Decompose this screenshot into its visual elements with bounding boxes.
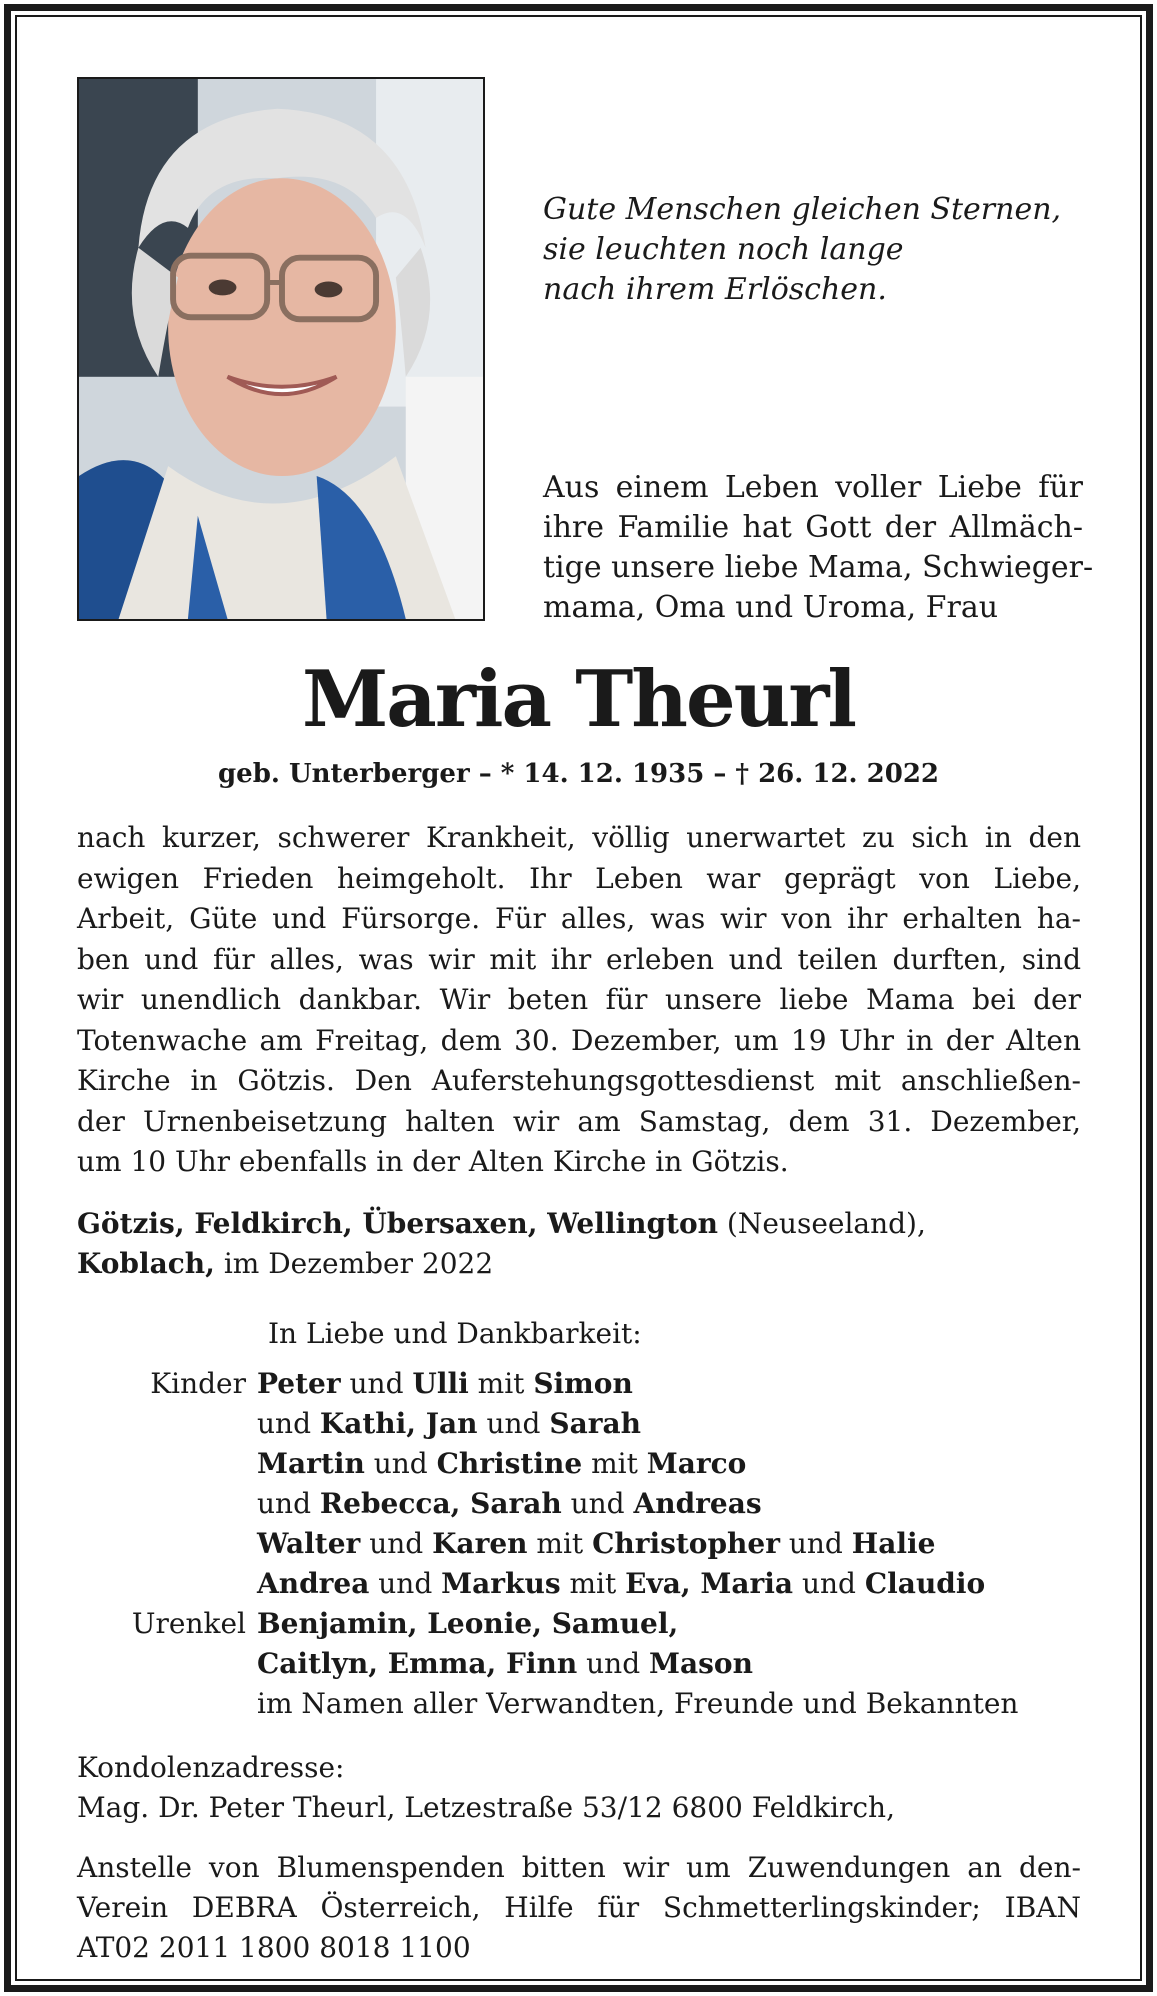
donation-note xyxy=(77,1848,1081,1968)
family-connector: mit xyxy=(560,1567,626,1600)
family-names xyxy=(257,1524,935,1564)
family-list xyxy=(60,1364,1018,1724)
family-label xyxy=(60,1484,257,1524)
family-connector: und xyxy=(369,1567,442,1600)
family-name: Halie xyxy=(851,1527,936,1560)
family-row xyxy=(60,1444,1018,1484)
condolence-address xyxy=(77,1748,895,1828)
places-bold: Götzis, Feldkirch, Übersaxen, Wellington xyxy=(77,1207,719,1240)
family-name: Christopher xyxy=(592,1527,780,1560)
quote-line: Gute Menschen gleichen Sternen, xyxy=(543,192,1062,227)
family-name: Walter xyxy=(257,1527,361,1560)
family-names xyxy=(257,1364,633,1404)
donation-line: Verein DEBRA Österreich, Hilfe für Schmetterlingskinder; IBAN xyxy=(77,1891,1081,1924)
body-line: Kirche in Götzis. Den Auferstehungsgottesdienst mit anschließen- xyxy=(77,1064,1081,1097)
condolence-label: Kondolenzadresse: xyxy=(77,1751,345,1784)
intro-line: ihre Familie hat Gott der Allmäch- xyxy=(543,510,1083,545)
family-connector: mit xyxy=(582,1447,647,1480)
family-label xyxy=(60,1564,257,1604)
family-connector: und xyxy=(257,1487,320,1520)
family-names xyxy=(257,1604,678,1644)
places-rest: (Neuseeland), xyxy=(718,1207,926,1240)
intro-text xyxy=(543,468,1094,628)
family-connector: und xyxy=(779,1527,852,1560)
places-bold: Koblach, xyxy=(77,1247,215,1280)
family-name: Markus xyxy=(441,1567,561,1600)
intro-line: tige unsere liebe Mama, Schwieger- xyxy=(543,550,1094,585)
family-connector: im Namen aller Verwandten, Freunde und Bekannten xyxy=(257,1687,1019,1720)
family-row xyxy=(60,1484,1018,1524)
family-name: Benjamin, Leonie, Samuel, xyxy=(257,1607,679,1640)
body-text xyxy=(77,818,1081,1183)
deceased-name: Maria Theurl xyxy=(301,654,856,745)
family-name: Rebecca, Sarah xyxy=(319,1487,562,1520)
thanks-line: In Liebe und Dankbarkeit: xyxy=(268,1317,642,1350)
donation-line: Anstelle von Blumenspenden bitten wir um Zuwendungen an den- xyxy=(77,1851,1081,1884)
family-row xyxy=(60,1604,1018,1644)
family-row xyxy=(60,1404,1018,1444)
body-line: Arbeit, Güte und Fürsorge. Für alles, was wir von ihr erhalten ha- xyxy=(77,902,1081,935)
family-label xyxy=(60,1404,257,1444)
family-name: Kathi, Jan xyxy=(319,1407,478,1440)
body-line: wir unendlich dankbar. Wir beten für unsere liebe Mama bei der xyxy=(77,983,1081,1016)
family-names xyxy=(257,1484,762,1524)
family-name: Eva, Maria xyxy=(625,1567,794,1600)
quote xyxy=(543,190,1103,310)
donation-line: AT02 2011 1800 8018 1100 xyxy=(77,1931,471,1964)
family-row xyxy=(60,1644,1018,1684)
family-names xyxy=(257,1684,1018,1724)
family-connector: mit xyxy=(468,1367,534,1400)
family-name: Andrea xyxy=(257,1567,370,1600)
places-rest: im Dezember 2022 xyxy=(214,1247,494,1280)
family-name: Claudio xyxy=(864,1567,986,1600)
family-label xyxy=(60,1444,257,1484)
family-connector: und xyxy=(340,1367,413,1400)
family-name: Sarah xyxy=(549,1407,641,1440)
condolence-address-text: Mag. Dr. Peter Theurl, Letzestraße 53/12 6800 Feldkirch, xyxy=(77,1791,895,1824)
family-connector: mit xyxy=(527,1527,593,1560)
portrait-photo xyxy=(77,77,485,621)
body-line: Totenwache am Freitag, dem 30. Dezember, um 19 Uhr in der Alten xyxy=(77,1023,1081,1057)
family-names xyxy=(257,1644,753,1684)
body-line: ewigen Frieden heimgeholt. Ihr Leben war geprägt von Liebe, xyxy=(77,861,1081,895)
family-connector: und xyxy=(257,1407,320,1440)
family-name: Simon xyxy=(533,1367,633,1400)
family-name: Marco xyxy=(646,1447,747,1480)
family-label: Kinder xyxy=(150,1367,246,1400)
family-connector: und xyxy=(561,1487,634,1520)
birth-death-dates: geb. Unterberger – * 14. 12. 1935 – † 26. 12. 2022 xyxy=(217,759,940,789)
family-label: Urenkel xyxy=(131,1607,246,1640)
family-row xyxy=(60,1564,1018,1604)
family-name: Peter xyxy=(257,1367,341,1400)
body-line: ben und für alles, was wir mit ihr erleben und teilen durften, sind xyxy=(77,942,1081,976)
intro-line: Aus einem Leben voller Liebe für xyxy=(543,470,1083,505)
body-line: nach kurzer, schwerer Krankheit, völlig unerwartet zu sich in den xyxy=(77,821,1081,854)
family-names xyxy=(257,1444,746,1484)
family-connector: und xyxy=(577,1647,650,1680)
family-row xyxy=(60,1364,1018,1404)
body-line: um 10 Uhr ebenfalls in der Alten Kirche in Götzis. xyxy=(77,1145,789,1178)
family-row xyxy=(60,1524,1018,1564)
family-label xyxy=(60,1524,257,1564)
family-name: Martin xyxy=(257,1447,365,1480)
quote-line: sie leuchten noch lange xyxy=(543,232,904,267)
family-connector: und xyxy=(364,1447,437,1480)
family-name: Christine xyxy=(436,1447,583,1480)
family-name: Karen xyxy=(432,1527,528,1560)
family-names xyxy=(257,1404,641,1444)
family-row xyxy=(60,1684,1018,1724)
family-label xyxy=(60,1684,257,1724)
quote-line: nach ihrem Erlöschen. xyxy=(543,272,887,307)
family-name: Caitlyn, Emma, Finn xyxy=(257,1647,578,1680)
family-connector: und xyxy=(793,1567,865,1600)
body-line: der Urnenbeisetzung halten wir am Samstag, dem 31. Dezember, xyxy=(77,1104,1081,1138)
intro-line: mama, Oma und Uroma, Frau xyxy=(543,590,999,625)
family-connector: und xyxy=(360,1527,433,1560)
family-connector: und xyxy=(477,1407,550,1440)
family-names xyxy=(257,1564,985,1604)
family-name: Ulli xyxy=(412,1367,469,1400)
family-name: Mason xyxy=(649,1647,753,1680)
family-name: Andreas xyxy=(633,1487,762,1520)
places-line xyxy=(77,1204,926,1284)
family-label xyxy=(60,1644,257,1684)
